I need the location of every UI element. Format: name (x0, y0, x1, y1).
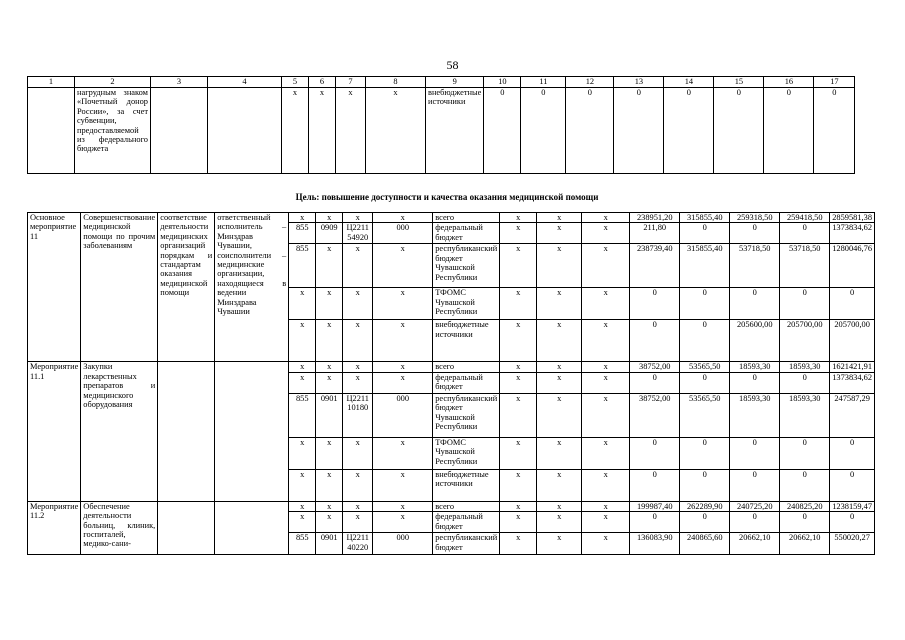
value-cell: x (582, 223, 630, 244)
value-cell: 205700,00 (780, 320, 830, 362)
value-cell: 0 (780, 372, 830, 393)
value-cell: 38752,00 (630, 393, 680, 437)
value-cell: x (537, 213, 582, 223)
value-cell: 0 (630, 320, 680, 362)
value-cell: x (537, 244, 582, 288)
value-cell: 0 (730, 223, 780, 244)
value-cell: 0 (680, 512, 730, 533)
value-cell: x (582, 393, 630, 437)
source-cell: внебюджетные источники (433, 320, 500, 362)
source-cell: республиканский бюджет Чувашской Республики (433, 244, 500, 288)
value-cell: 247587,29 (830, 393, 875, 437)
value-cell: 315855,40 (680, 213, 730, 223)
code-cell: x (316, 512, 343, 533)
main-table (27, 212, 875, 555)
value-cell: x (537, 372, 582, 393)
value-cell: x (582, 512, 630, 533)
value-cell: 0 (730, 437, 780, 469)
value-cell: 259318,50 (730, 213, 780, 223)
code-cell: x (289, 362, 316, 372)
source-cell: всего (433, 213, 500, 223)
value-cell: 0 (780, 469, 830, 501)
code-cell: x (373, 213, 433, 223)
value-cell: x (500, 223, 537, 244)
code-cell: 000 (373, 223, 433, 244)
measure-label-cell: Мероприятие 11.1 (28, 362, 81, 501)
value-cell: 0 (680, 469, 730, 501)
table-row (28, 362, 875, 372)
empty-cell (158, 501, 215, 554)
col-num: 14 (664, 77, 714, 88)
code-cell: x (343, 362, 373, 372)
empty-cell (215, 501, 289, 554)
value-cell: 1373834,62 (830, 223, 875, 244)
value-cell: x (582, 288, 630, 320)
value-cell: 18593,30 (780, 362, 830, 372)
code-cell: x (343, 437, 373, 469)
code-cell: Ц2211 10180 (343, 393, 373, 437)
value-cell: x (537, 469, 582, 501)
code-cell: Ц2211 54920 (343, 223, 373, 244)
col-num: 1 (28, 77, 75, 88)
value-cell: 315855,40 (680, 244, 730, 288)
value-cell: x (500, 244, 537, 288)
description-cell: Совершенствование медицинской помощи по прочим заболеваниям (81, 213, 158, 362)
value-cell: 1621421,91 (830, 362, 875, 372)
value-cell: x (537, 288, 582, 320)
value-cell: x (582, 372, 630, 393)
value-cell: 0 (780, 512, 830, 533)
col-num: 17 (814, 77, 855, 88)
value-cell: x (582, 213, 630, 223)
code-cell: x (289, 320, 316, 362)
source-cell: федеральный бюджет (433, 223, 500, 244)
code-cell: x (373, 469, 433, 501)
value-cell: 38752,00 (630, 362, 680, 372)
value-cell: x (537, 362, 582, 372)
value-cell: 53565,50 (680, 393, 730, 437)
description-cell: Обеспечение деятельности больниц, клиник, госпиталей, медико-сани- (81, 501, 158, 554)
value-cell: 211,80 (630, 223, 680, 244)
value-cell: 0 (680, 372, 730, 393)
col-num: 8 (366, 77, 426, 88)
code-cell: 000 (373, 393, 433, 437)
value-cell: 0 (680, 288, 730, 320)
value-cell: x (582, 244, 630, 288)
code-cell: x (343, 512, 373, 533)
source-cell: федеральный бюджет (433, 372, 500, 393)
value-cell: x (582, 533, 630, 555)
value-cell: 0 (730, 512, 780, 533)
source-cell: всего (433, 501, 500, 511)
source-cell: внебюджетные источники (433, 469, 500, 501)
value-cell: 0 (630, 469, 680, 501)
value-cell: 0 (830, 512, 875, 533)
value-cell: x (500, 437, 537, 469)
cell: 0 (614, 88, 664, 174)
value-cell: 136083,90 (630, 533, 680, 555)
col-num: 13 (614, 77, 664, 88)
code-cell: x (289, 437, 316, 469)
value-cell: 240825,20 (780, 501, 830, 511)
col-num: 3 (151, 77, 208, 88)
code-cell: 855 (289, 244, 316, 288)
value-cell: x (582, 320, 630, 362)
value-cell: 53718,50 (780, 244, 830, 288)
code-cell: x (373, 437, 433, 469)
value-cell: 0 (730, 469, 780, 501)
code-cell: x (343, 372, 373, 393)
code-cell: x (343, 288, 373, 320)
cell: 0 (566, 88, 614, 174)
value-cell: x (500, 213, 537, 223)
header-table (27, 76, 855, 174)
value-cell: 1373834,62 (830, 372, 875, 393)
value-cell: 0 (780, 437, 830, 469)
value-cell: 0 (730, 288, 780, 320)
value-cell: x (537, 223, 582, 244)
col-num: 4 (208, 77, 282, 88)
value-cell: x (537, 437, 582, 469)
value-cell: 1238159,47 (830, 501, 875, 511)
source-cell: внебюджетные источники (426, 88, 484, 174)
code-cell: x (289, 213, 316, 223)
executor-cell: ответственный исполнитель – Минздрав Чувашии, соисполнители – медицинские организации, находящиеся в ведении Минздрава Чувашии (215, 213, 289, 362)
measure-label-cell: Основное мероприятие 11 (28, 213, 81, 362)
code-cell: Ц2211 40220 (343, 533, 373, 555)
code-cell: x (316, 320, 343, 362)
source-cell: ТФОМС Чувашской Республики (433, 288, 500, 320)
cell: 0 (521, 88, 566, 174)
value-cell: 20662,10 (780, 533, 830, 555)
value-cell: 0 (830, 469, 875, 501)
value-cell: 240725,20 (730, 501, 780, 511)
value-cell: 0 (630, 288, 680, 320)
value-cell: x (537, 501, 582, 511)
table-row (28, 88, 855, 174)
value-cell: x (500, 372, 537, 393)
value-cell: 262289,90 (680, 501, 730, 511)
value-cell: 1280046,76 (830, 244, 875, 288)
value-cell: 0 (680, 320, 730, 362)
code-cell: x (373, 501, 433, 511)
source-cell: республиканский бюджет Чувашской Республики (433, 393, 500, 437)
value-cell: 0 (780, 288, 830, 320)
col-num: 12 (566, 77, 614, 88)
source-cell: федеральный бюджет (433, 512, 500, 533)
code-cell: 855 (289, 223, 316, 244)
value-cell: 53718,50 (730, 244, 780, 288)
code-cell: x (316, 362, 343, 372)
value-cell: 18593,30 (730, 362, 780, 372)
col-num: 2 (75, 77, 151, 88)
value-cell: 0 (630, 372, 680, 393)
col-num: 10 (484, 77, 521, 88)
col-num: 9 (426, 77, 484, 88)
cell: x (309, 88, 336, 174)
value-cell: x (500, 393, 537, 437)
cell: 0 (484, 88, 521, 174)
code-cell: x (373, 512, 433, 533)
code-cell: x (316, 213, 343, 223)
value-cell: x (500, 533, 537, 555)
code-cell: 855 (289, 533, 316, 555)
col-num: 6 (309, 77, 336, 88)
value-cell: x (582, 501, 630, 511)
code-cell: x (373, 288, 433, 320)
value-cell: x (500, 320, 537, 362)
column-number-row (28, 77, 855, 88)
indicator-cell: соответствие деятельности медицинских организаций порядкам и стандартам оказания медицинской помощи (158, 213, 215, 362)
code-cell: x (343, 320, 373, 362)
code-cell: x (289, 469, 316, 501)
cell: 0 (814, 88, 855, 174)
code-cell: x (373, 320, 433, 362)
code-cell: x (316, 244, 343, 288)
value-cell: x (537, 533, 582, 555)
col-num: 16 (764, 77, 814, 88)
code-cell: x (289, 288, 316, 320)
measure-label-cell: Мероприятие 11.2 (28, 501, 81, 554)
value-cell: 0 (630, 512, 680, 533)
value-cell: 2859581,38 (830, 213, 875, 223)
value-cell: x (500, 501, 537, 511)
code-cell: x (289, 501, 316, 511)
code-cell: 0901 (316, 393, 343, 437)
value-cell: 205700,00 (830, 320, 875, 362)
value-cell: x (537, 320, 582, 362)
value-cell: 0 (680, 223, 730, 244)
goal-heading: Цель: повышение доступности и качества оказания медицинской помощи (295, 192, 599, 202)
value-cell: 0 (630, 437, 680, 469)
cell: 0 (714, 88, 764, 174)
code-cell: x (343, 469, 373, 501)
cell: x (366, 88, 426, 174)
value-cell: 18593,30 (780, 393, 830, 437)
source-cell: ТФОМС Чувашской Республики (433, 437, 500, 469)
code-cell: x (373, 372, 433, 393)
value-cell: x (582, 362, 630, 372)
value-cell: x (500, 288, 537, 320)
description-cell: Закупки лекарственных препаратов и медицинского оборудования (81, 362, 158, 501)
value-cell: 199987,40 (630, 501, 680, 511)
value-cell: 18593,30 (730, 393, 780, 437)
description-cell: нагрудным знаком «Почетный донор России», за счет субвенции, предоставляемой из федерального бюджета (75, 88, 151, 174)
page-number: 58 (446, 58, 459, 72)
value-cell: 238739,40 (630, 244, 680, 288)
value-cell: 259418,50 (780, 213, 830, 223)
col-num: 11 (521, 77, 566, 88)
value-cell: x (582, 437, 630, 469)
value-cell: x (537, 393, 582, 437)
cell: 0 (664, 88, 714, 174)
value-cell: x (537, 512, 582, 533)
code-cell: x (316, 469, 343, 501)
value-cell: 0 (830, 437, 875, 469)
code-cell: x (316, 288, 343, 320)
value-cell: x (500, 512, 537, 533)
code-cell: 0909 (316, 223, 343, 244)
value-cell: x (500, 362, 537, 372)
code-cell: x (343, 213, 373, 223)
col-num: 7 (336, 77, 366, 88)
value-cell: 53565,50 (680, 362, 730, 372)
value-cell: 0 (830, 288, 875, 320)
cell: 0 (764, 88, 814, 174)
code-cell: x (343, 244, 373, 288)
code-cell: x (316, 437, 343, 469)
code-cell: x (373, 362, 433, 372)
value-cell: x (500, 469, 537, 501)
value-cell: 240865,60 (680, 533, 730, 555)
value-cell: x (582, 469, 630, 501)
empty-cell (158, 362, 215, 501)
code-cell: x (289, 512, 316, 533)
code-cell: x (289, 372, 316, 393)
table-row (28, 501, 875, 511)
code-cell: x (373, 244, 433, 288)
value-cell: 205600,00 (730, 320, 780, 362)
value-cell: 0 (680, 437, 730, 469)
value-cell: 550020,27 (830, 533, 875, 555)
cell: x (282, 88, 309, 174)
source-cell: всего (433, 362, 500, 372)
table-row (28, 213, 875, 223)
col-num: 5 (282, 77, 309, 88)
code-cell: 000 (373, 533, 433, 555)
code-cell: x (343, 501, 373, 511)
code-cell: 0901 (316, 533, 343, 555)
code-cell: x (316, 501, 343, 511)
code-cell: x (316, 372, 343, 393)
source-cell: республиканский бюджет (433, 533, 500, 555)
cell: x (336, 88, 366, 174)
value-cell: 0 (780, 223, 830, 244)
value-cell: 238951,20 (630, 213, 680, 223)
code-cell: 855 (289, 393, 316, 437)
value-cell: 20662,10 (730, 533, 780, 555)
value-cell: 0 (730, 372, 780, 393)
empty-cell (215, 362, 289, 501)
col-num: 15 (714, 77, 764, 88)
